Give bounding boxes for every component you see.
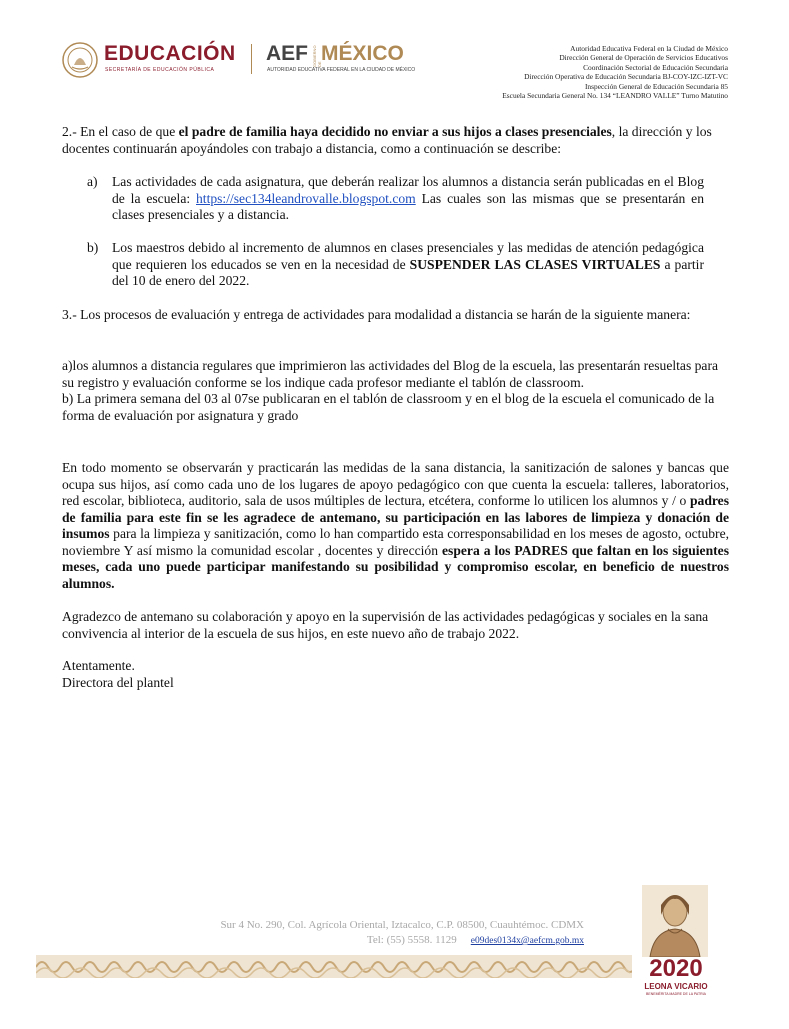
footer-email-link[interactable]: e09des0134x@aefcm.gob.mx xyxy=(470,936,584,946)
sanitation-bold: padres de familia para este fin se les agradece de antemano, su participación en las labores de limpieza y donación de insumos xyxy=(62,493,729,541)
header-line: Inspección General de Educación Secundaria 85 xyxy=(584,81,728,91)
aef-logo-text: AEF xyxy=(266,42,308,65)
footer-honoree-name: LEONA VICARIO xyxy=(644,982,708,991)
logo-divider xyxy=(251,44,252,74)
list-marker: b) xyxy=(87,240,99,255)
education-logo-subtitle: SECRETARÍA DE EDUCACIÓN PÚBLICA xyxy=(105,67,215,73)
evaluation-point-a: a)los alumnos a distancia regulares que imprimieron las actividades del Blog de la escuela, las presentarán resueltas para su registro y evaluación conforme se los indique cada profesor mediante el tablón de classroom. xyxy=(62,358,719,390)
gobierno-logo-text: GOBIERNO DE xyxy=(312,45,322,67)
sanitation-bold-end: espera a los PADRES que faltan en los siguientes meses, cada uno puede participar manifestando su posibilidad y compromiso escolar, en beneficio de nuestros alumnos. xyxy=(62,542,729,591)
paragraph-3: 3.- Los procesos de evaluación y entrega de actividades para modalidad a distancia se harán de la siguiente manera: xyxy=(62,307,691,322)
sanitation-text: En todo momento se observarán y practicarán las medidas de la sana distancia, la sanitización de salones y bancas que ocupa sus hijos, así como cada uno de los lugares de apoyo pedagógico con que cuenta la escuela: talleres, laboratorios, red escolar, biblioteca, auditorio, sala de usos múltiples de lectura, etcétera, conforme lo utilicen los alumnos y / o xyxy=(62,460,729,508)
list-item-text xyxy=(112,240,704,290)
decorative-band-icon xyxy=(36,955,632,978)
institution-header xyxy=(502,44,728,100)
footer-address: Sur 4 No. 290, Col. Agrícola Oriental, Iztacalco, C.P. 08500, Cuauhtémoc. CDMX xyxy=(220,919,584,931)
aef-logo-subtitle: AUTORIDAD EDUCATIVA FEDERAL EN LA CIUDAD DE MÉXICO xyxy=(267,67,416,73)
education-logo-text: EDUCACIÓN xyxy=(104,42,236,65)
list-marker: a) xyxy=(87,174,98,189)
item-a-text-end: Las cuales son las mismas que se presentarán en clases presenciales y a distancia. xyxy=(112,190,704,222)
signature-title: Directora del plantel xyxy=(62,674,174,690)
list-item-text xyxy=(112,174,704,224)
paragraph-2-text: 2.- En el caso de que xyxy=(62,124,179,139)
education-seal-icon xyxy=(62,41,98,79)
sanitation-text-mid: para la limpieza y sanitización, como lo han compartido esta corresponsabilidad en los meses de agosto, octubre, noviembre Y así mismo la comunidad escolar , docentes y dirección xyxy=(62,526,729,558)
footer-phone: Tel: (55) 5558. 1129 xyxy=(366,934,457,946)
header-line: Coordinación Sectorial de Educación Secundaria xyxy=(583,62,728,72)
thanks-paragraph: Agradezco de antemano su colaboración y apoyo en la supervisión de las actividades pedagógicas y sociales en la sana convivencia al interior de la escuela de sus hijos, en este nuevo año de trabajo 2022. xyxy=(62,609,709,641)
closing-salutation: Atentamente. xyxy=(62,658,135,673)
footer-honoree-subtitle: BENEMÉRITA MADRE DE LA PATRIA xyxy=(646,992,706,996)
mexico-logo-text: MÉXICO xyxy=(321,42,404,65)
blog-link[interactable]: https://sec134leandrovalle.blogspot.com xyxy=(196,190,416,206)
item-b-bold: SUSPENDER LAS CLASES VIRTUALES xyxy=(409,256,661,272)
header-line: Escuela Secundaria General No. 134 “LEANDRO VALLE” Turno Matutino xyxy=(502,91,728,101)
footer-contact xyxy=(150,933,584,949)
footer-address-block xyxy=(150,918,584,949)
evaluation-point-b: b) La primera semana del 03 al 07se publicaran en el tablón de classroom y en el blog de la escuela el comunicado de la forma de evaluación por asignatura y grado xyxy=(62,391,715,423)
paragraph-2-bold: el padre de familia haya decidido no enviar a sus hijos a clases presenciales xyxy=(178,124,612,139)
item-b-text: Los maestros debido al incremento de alumnos en clases presenciales y las medidas de atención pedagógica que requieren los educados se ven en la necesidad de xyxy=(112,240,704,272)
closing xyxy=(62,658,729,691)
header-line: Dirección General de Operación de Servicios Educativos xyxy=(559,53,728,63)
header-line: Autoridad Educativa Federal en la Ciudad de México xyxy=(570,44,728,53)
paragraph-2-text-end: , la dirección y los docentes continuarán apoyándoles con trabajo a distancia, como a continuación se describe: xyxy=(62,124,712,156)
header-line: Dirección Operativa de Educación Secundaria BJ-COY-IZC-IZT-VC xyxy=(524,72,728,82)
paragraph-2 xyxy=(62,124,729,157)
footer-year: 2020 xyxy=(649,955,703,982)
leona-vicario-portrait-icon xyxy=(642,885,708,957)
sanitation-paragraph xyxy=(62,460,729,592)
item-a-text: Las actividades de cada asignatura, que deberán realizar los alumnos a distancia serán publicadas en el Blog de la escuela: xyxy=(112,174,704,206)
item-b-text-end: a partir del 10 de enero del 2022. xyxy=(112,256,704,288)
